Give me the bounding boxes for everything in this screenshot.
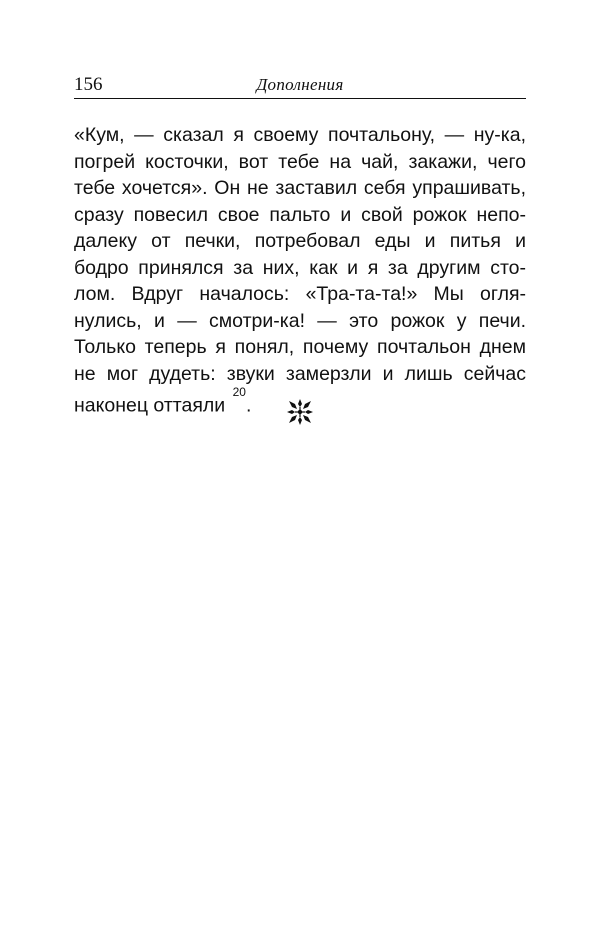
page-header bbox=[74, 70, 526, 99]
final-punctuation: . bbox=[245, 394, 252, 417]
running-title: Дополнения bbox=[256, 75, 344, 94]
text-line: «Кум, — сказал я своему почтальону, — ну-ка, bbox=[74, 124, 526, 146]
text-line: Только теперь я понял, почему почтальон днем bbox=[74, 336, 526, 358]
text-line-last-content: наконец оттаяли bbox=[74, 394, 226, 417]
body-text bbox=[74, 122, 526, 417]
footnote-reference: 20 bbox=[232, 385, 246, 399]
text-line: нулись, и — смотри-ка! — это рожок у печи. bbox=[74, 309, 526, 332]
text-line: не мог дудеть: звуки замерзли и лишь сейчас bbox=[74, 362, 526, 385]
text-line: тебе хочется». Он не заставил себя упрашивать, bbox=[74, 177, 526, 199]
section-end-ornament-icon bbox=[285, 397, 315, 427]
text-line: далеку от печки, потребовал еды и питья и bbox=[74, 230, 526, 252]
text-line: бодро принялся за них, как и я за другим сто- bbox=[74, 256, 526, 279]
text-line: лом. Вдруг началось: «Тра-та-та!» Мы огля- bbox=[74, 283, 526, 305]
page-number: 156 bbox=[74, 74, 103, 95]
text-line: погрей косточки, вот тебе на чай, закажи, чего bbox=[74, 150, 526, 173]
text-line: сразу повесил свое пальто и свой рожок непо- bbox=[74, 203, 526, 226]
